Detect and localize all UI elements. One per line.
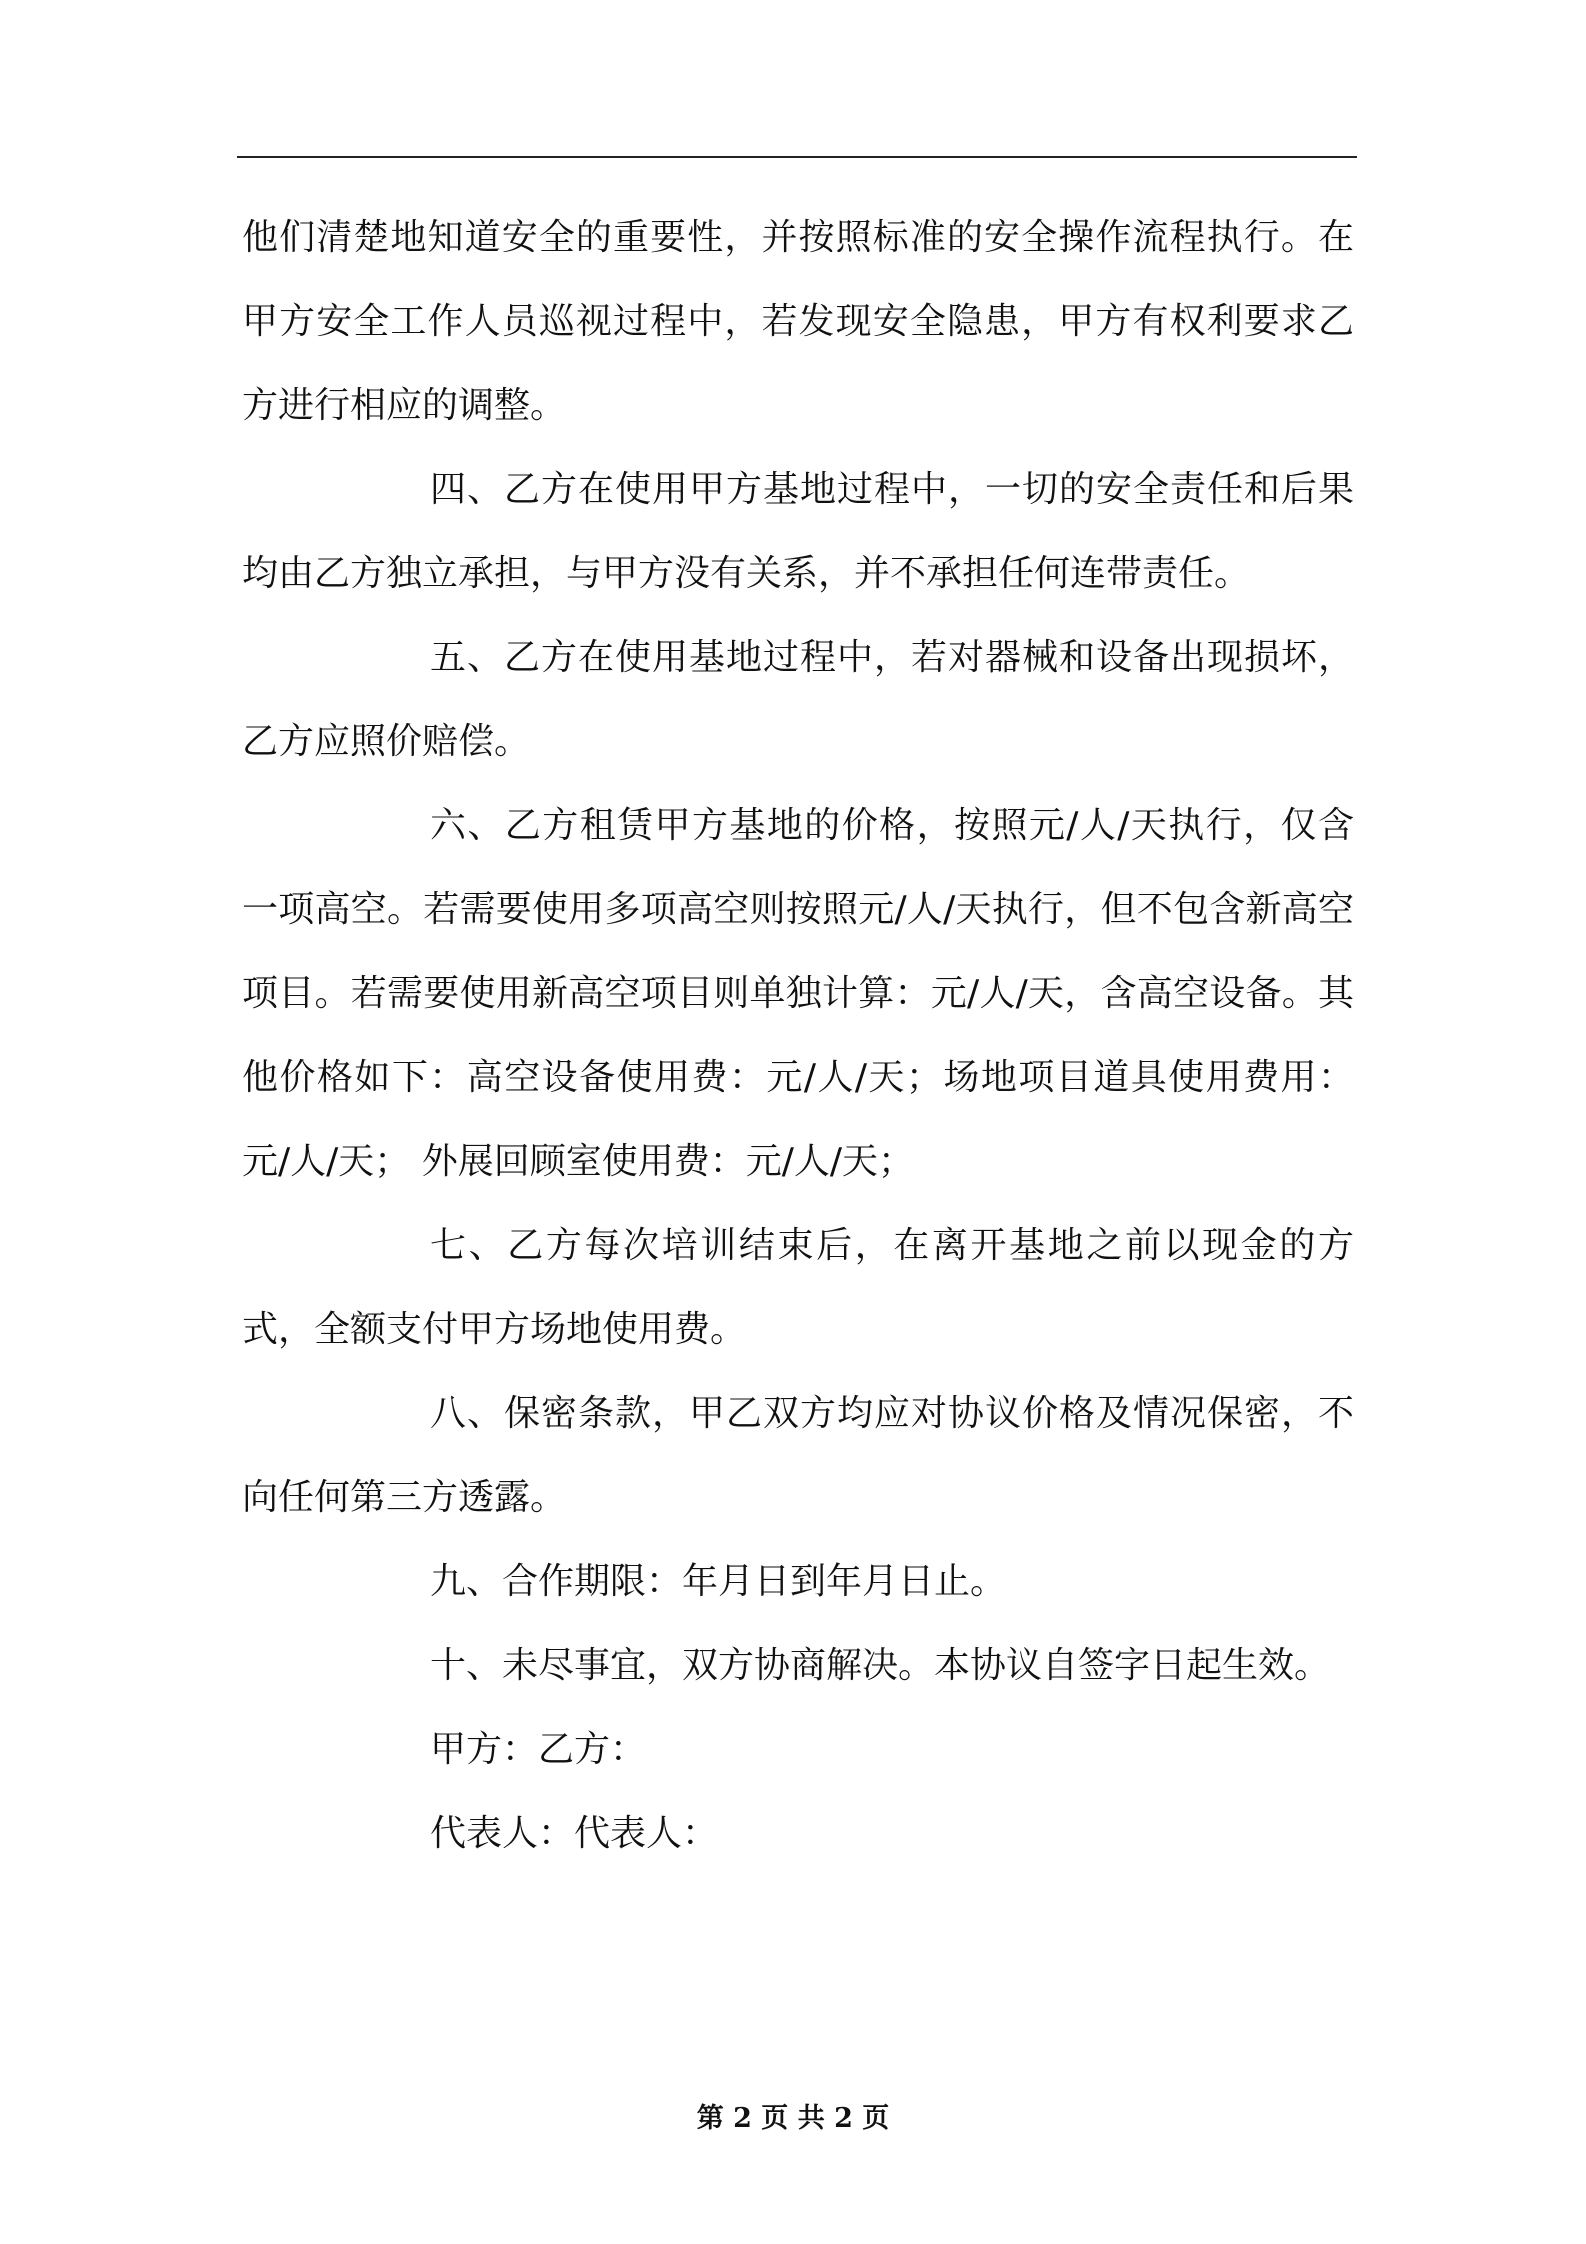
document-body: [242, 196, 1354, 1876]
signature-parties: 甲方：乙方：: [430, 1729, 647, 1770]
page-number: 第 2 页 共 2 页: [696, 2103, 890, 2134]
clause-4: 四、乙方在使用甲方基地过程中，一切的安全责任和后果均由乙方独立承担，与甲方没有关系，并不承担任何连带责任。: [242, 469, 1354, 594]
clause-7: 七、乙方每次培训结束后，在离开基地之前以现金的方式，全额支付甲方场地使用费。: [242, 1225, 1354, 1350]
clause-9: 九、合作期限：年月日到年月日止。: [430, 1561, 1007, 1602]
clause-6: 六、乙方租赁甲方基地的价格，按照元/人/天执行，仅含一项高空。若需要使用多项高空则按照元/人/天执行，但不包含新高空项目。若需要使用新高空项目则单独计算：元/人/天，含高空设备。其他价格如下：高空设备使用费：元/人/天；场地项目道具使用费用：元/人/天； 外展回顾室使用费：元/人/天；: [242, 805, 1354, 1182]
signature-representatives: 代表人：代表人：: [430, 1813, 719, 1854]
clause-10: 十、未尽事宜，双方协商解决。本协议自签字日起生效。: [430, 1645, 1331, 1686]
clause-5: 五、乙方在使用基地过程中，若对器械和设备出现损坏，乙方应照价赔偿。: [242, 637, 1354, 762]
header-divider: [237, 156, 1357, 158]
paragraph-continued: 他们清楚地知道安全的重要性，并按照标准的安全操作流程执行。在甲方安全工作人员巡视过程中，若发现安全隐患，甲方有权利要求乙方进行相应的调整。: [242, 217, 1354, 426]
clause-8: 八、保密条款，甲乙双方均应对协议价格及情况保密，不向任何第三方透露。: [242, 1393, 1354, 1518]
